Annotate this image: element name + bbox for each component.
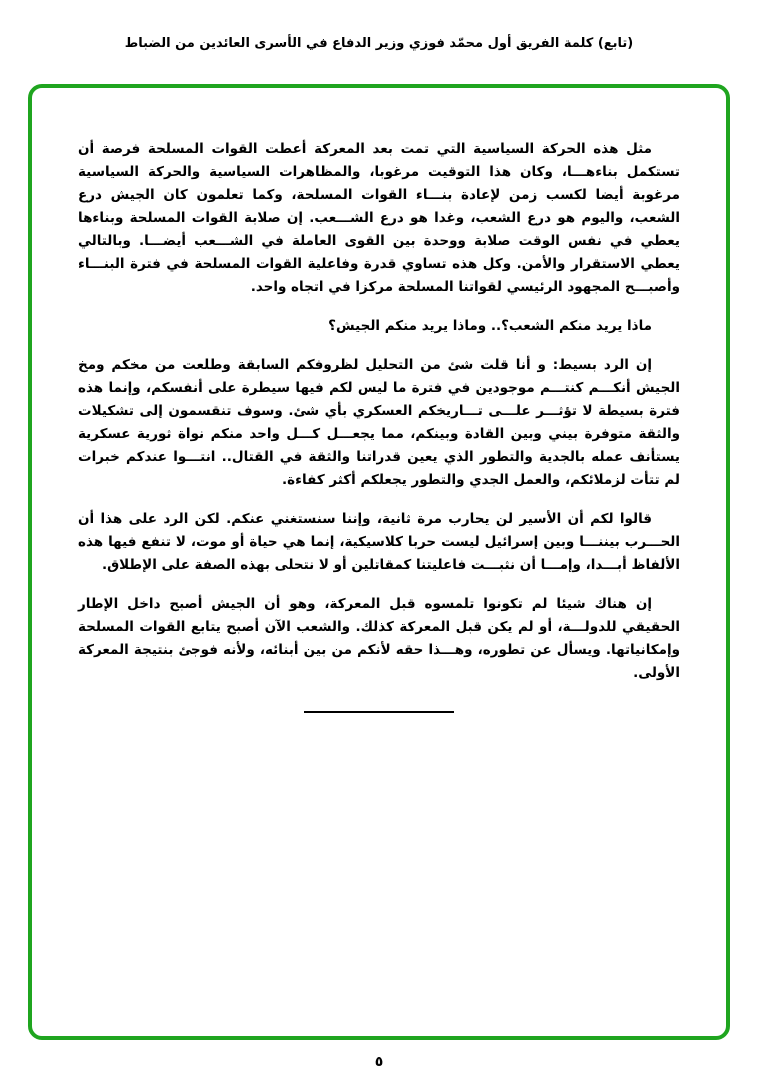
paragraph-army-state: إن هناك شيئا لم تكونوا تلمسوه قبل المعركة، وهو أن الجيش أصبح داخل الإطار الحقيقي للدولـــة، أو لم يكن قبل المعركة كذلك. والشعب الآن أصبح يتابع القوات المسلحة وإمكانياتها. ويسأل عن تطوره، وهـــذا حقه لأنكم من بين أبنائه، ولأنه فوجئ بنتيجة المعركة الأولى. bbox=[78, 596, 680, 681]
section-divider bbox=[304, 711, 454, 713]
content-border-box bbox=[28, 84, 730, 1040]
page-number: ٥ bbox=[374, 1054, 384, 1070]
paragraph-simple-reply: إن الرد بسيط: و أنا قلت شئ من التحليل لظروفكم السابقة وطلعت من مخكم ومخ الجيش أنكـــم كنتـــم موجودين في فترة ما ليس لكم فيها سيطرة على أنفسكم، وإنما هذه فترة بسيطة لا تؤثـــر علـــى تـــاريخكم العسكري بأي شئ. وسوف تنقسمون إلى تشكيلات والثقة متوفرة بيني وبين القادة وبينكم، مما يجعـــل كـــل واحد منكم نواة ثورية عسكرية يستأنف عمله بالجدية والتطور الذي يعين قدراتنا والثقة في القتال.. انتـــوا عندكم خبرات لم تتأت لزملائكم، والعمل الجدي والتطور يجعلكم أكثر كفاءة. bbox=[78, 357, 680, 488]
paragraph-question: ماذا يريد منكم الشعب؟.. وماذا يريد منكم الجيش؟ bbox=[328, 318, 652, 334]
paragraph-political-movement: مثل هذه الحركة السياسية التي تمت بعد المعركة أعطت القوات المسلحة فرصة أن تستكمل بناءهـــا، وكان هذا التوقيت مرغوبا، والمظاهرات السياسية والحركة السياسية مرغوبة أيضا لكسب زمن لإعادة بنـــاء القوات المسلحة، وكما تعلمون كان الجيش درع الشعب، واليوم هو درع الشعب، وغدا هو درع الشـــعب. إن صلابة القوات المسلحة وبناءها يعطي في نفس الوقت صلابة ووحدة بين القوى العاملة في الشـــعب أيضـــا. وبالتالي يعطي الاستقرار والأمن. وكل هذه تساوي قدرة وفاعلية القوات المسلحة في فترة البنـــاء وأصبـــح المجهود الرئيسي لقواتنا المسلحة مركزا في اتجاه واحد. bbox=[78, 141, 680, 295]
page-header: (تابع) كلمة الفريق أول محمّد فوزي وزير الدفاع في الأسرى العائدين من الضباط bbox=[124, 36, 634, 51]
document-body bbox=[32, 88, 726, 713]
paragraph-prisoner-reply: قالوا لكم أن الأسير لن يحارب مرة ثانية، وإننا سنستغني عنكم. لكن الرد على هذا أن الحـــرب بيننـــا وبين إسرائيل ليست حربا كلاسيكية، إنما هي حياة أو موت، لا تنفع فيها هذه الألفاظ أبـــدا، وإمـــا أن نثبـــت فاعليتنا كمقاتلين أو لا نتحلى بهذه الصفة على الإطلاق. bbox=[78, 511, 680, 573]
